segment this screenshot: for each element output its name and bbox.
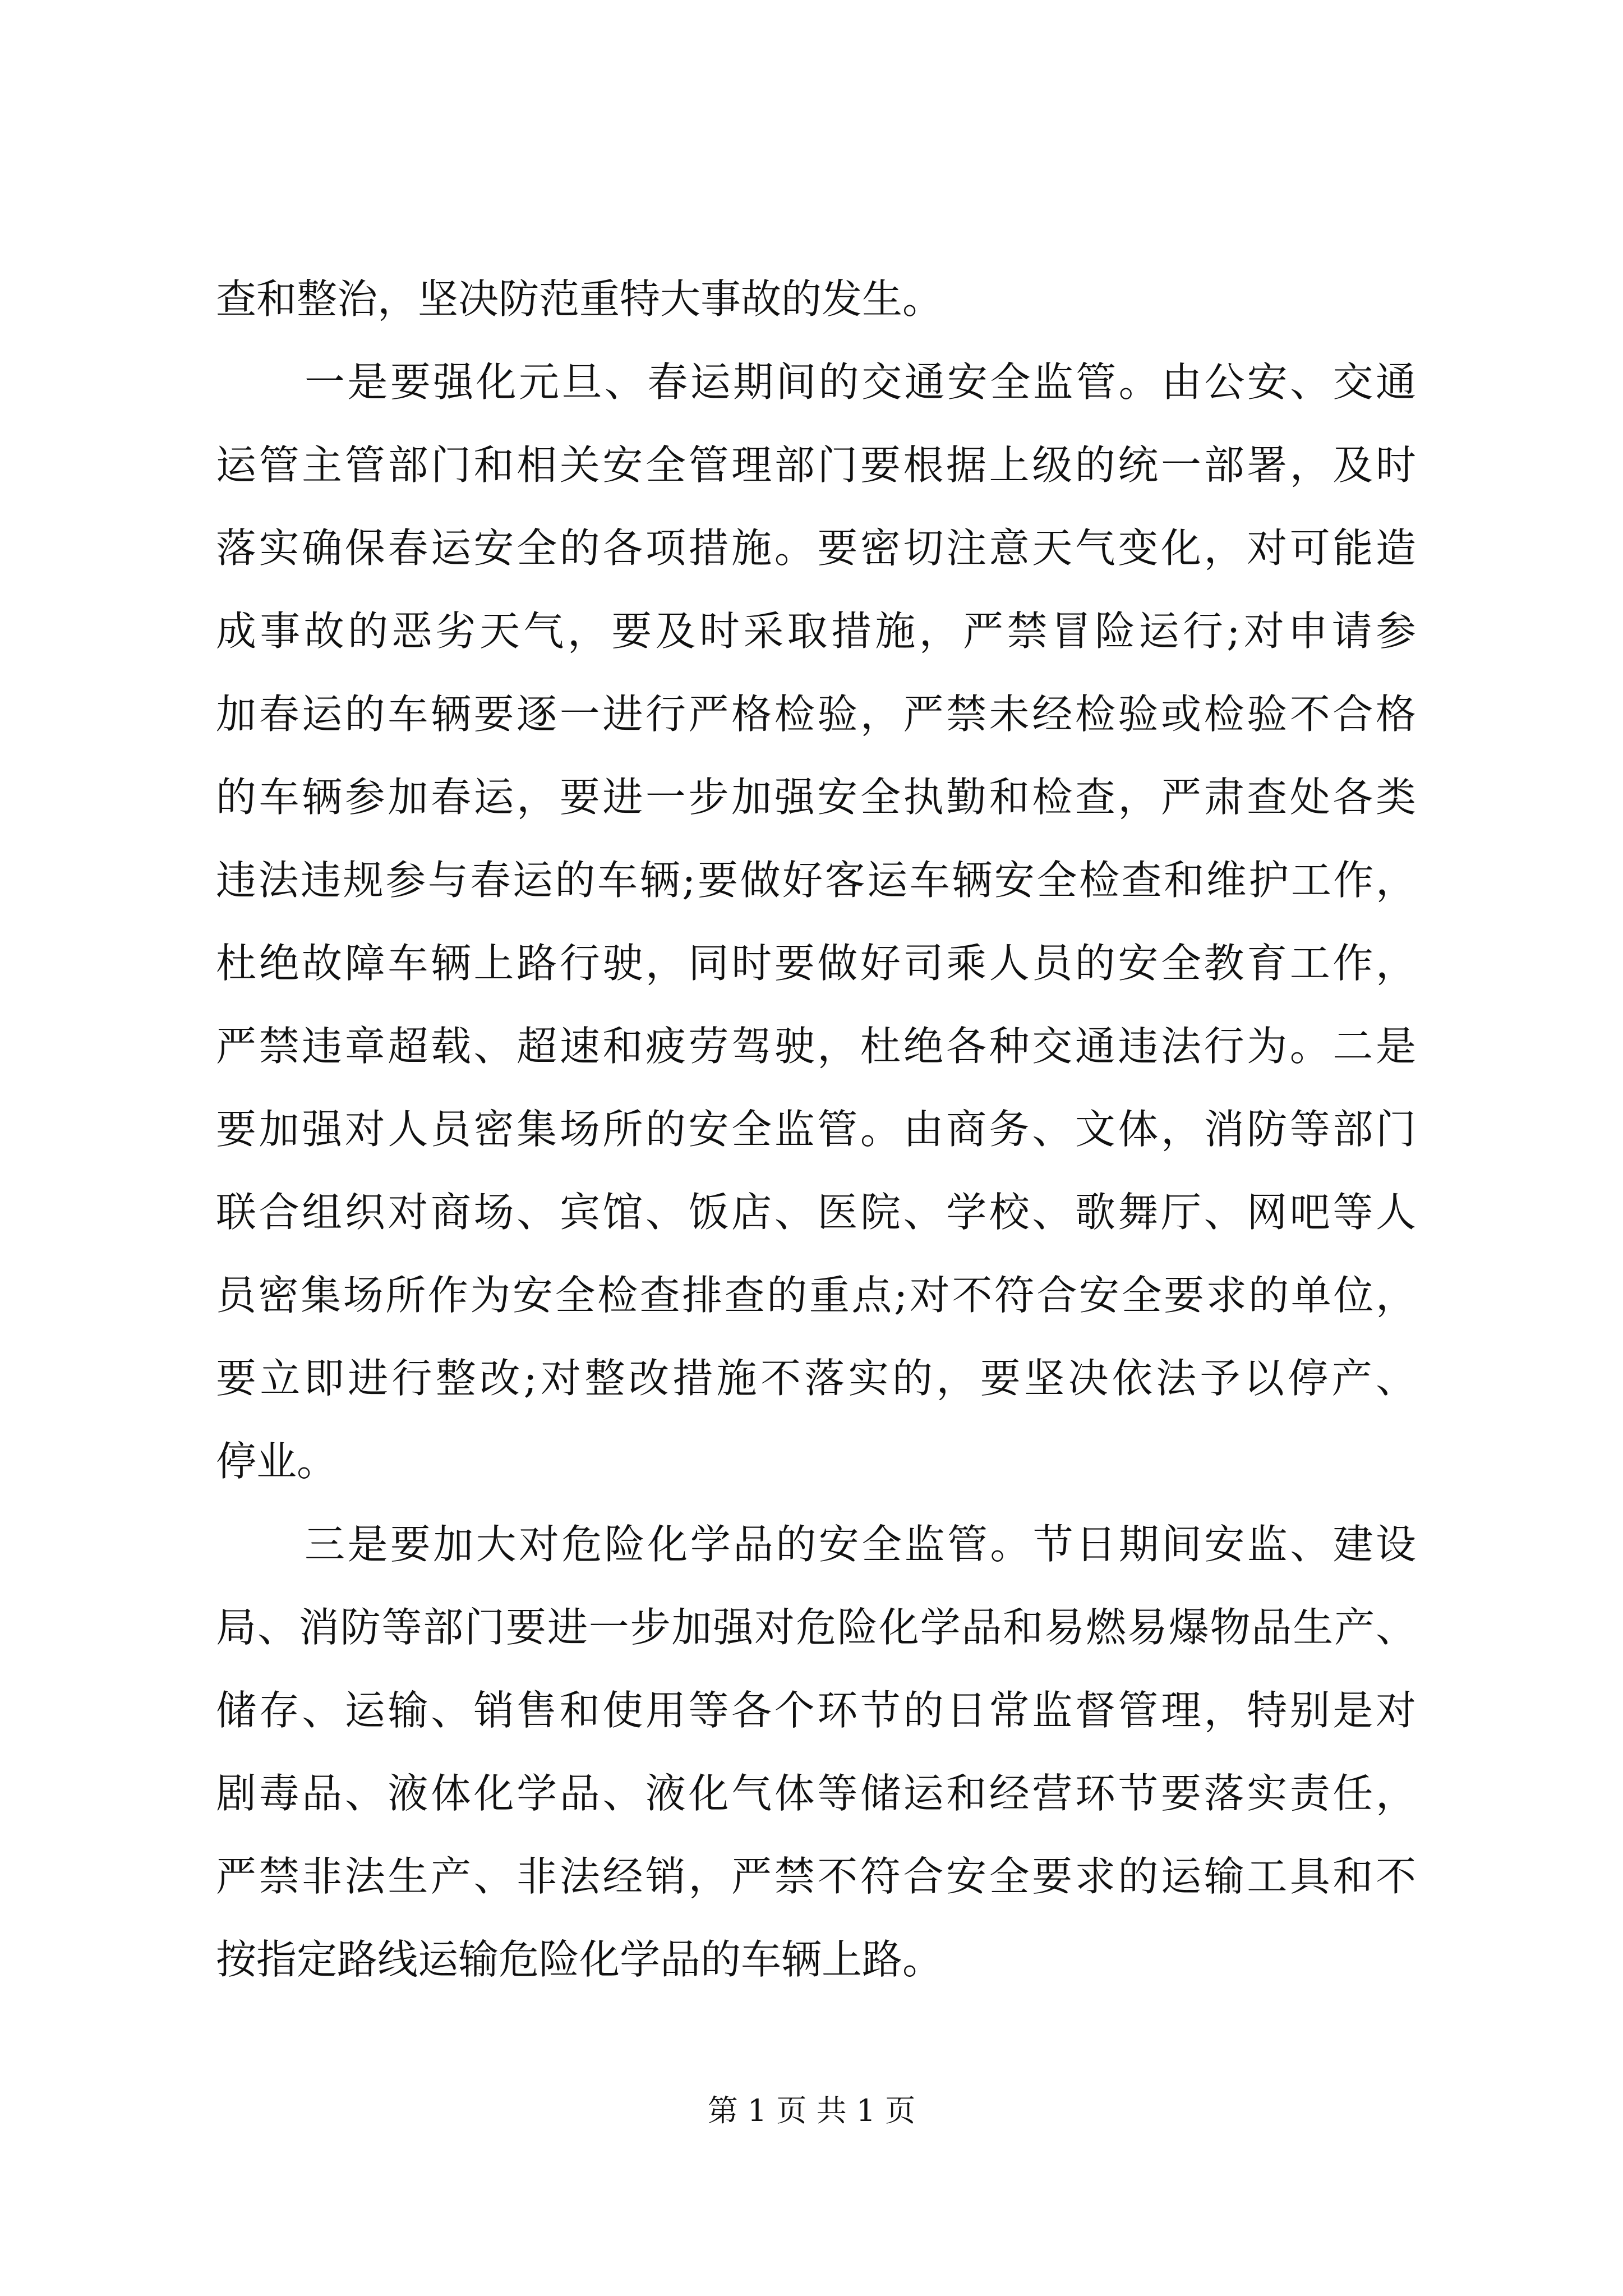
text-line: 按指定路线运输危险化学品的车辆上路。 [216,1936,943,1983]
text-line: 员密集场所作为安全检查排查的重点;对不符合安全要求的单位， [216,1272,1416,1319]
text-line: 杜绝故障车辆上路行驶，同时要做好司乘人员的安全教育工作， [216,940,1416,987]
text-line: 违法违规参与春运的车辆;要做好客运车辆安全检查和维护工作， [216,857,1416,904]
text-line: 严禁违章超载、超速和疲劳驾驶，杜绝各种交通违法行为。二是 [216,1023,1416,1070]
text-line: 加春运的车辆要逐一进行严格检验，严禁未经检验或检验不合格 [216,691,1416,738]
text-line: 落实确保春运安全的各项措施。要密切注意天气变化，对可能造 [216,524,1416,572]
text-line: 三是要加大对危险化学品的安全监管。节日期间安监、建设 [305,1521,1416,1568]
text-line: 储存、运输、销售和使用等各个环节的日常监督管理，特别是对 [216,1687,1416,1734]
text-line: 查和整治，坚决防范重特大事故的发生。 [216,275,943,323]
page-number-footer: 第 1 页 共 1 页 [707,2093,916,2128]
text-line: 成事故的恶劣天气，要及时采取措施，严禁冒险运行;对申请参 [216,608,1416,655]
text-line: 要立即进行整改;对整改措施不落实的，要坚决依法予以停产、 [216,1355,1416,1402]
text-line: 运管主管部门和相关安全管理部门要根据上级的统一部署，及时 [216,441,1416,489]
text-line: 一是要强化元旦、春运期间的交通安全监管。由公安、交通 [305,358,1416,406]
text-line: 的车辆参加春运，要进一步加强安全执勤和检查，严肃查处各类 [216,774,1416,821]
text-line: 停业。 [216,1438,338,1485]
text-line: 剧毒品、液体化学品、液化气体等储运和经营环节要落实责任， [216,1770,1416,1817]
text-line: 要加强对人员密集场所的安全监管。由商务、文体，消防等部门 [216,1106,1416,1153]
text-line: 局、消防等部门要进一步加强对危险化学品和易燃易爆物品生产、 [216,1604,1416,1651]
text-line: 严禁非法生产、非法经销，严禁不符合安全要求的运输工具和不 [216,1853,1416,1900]
text-line: 联合组织对商场、宾馆、饭店、医院、学校、歌舞厅、网吧等人 [216,1189,1416,1236]
